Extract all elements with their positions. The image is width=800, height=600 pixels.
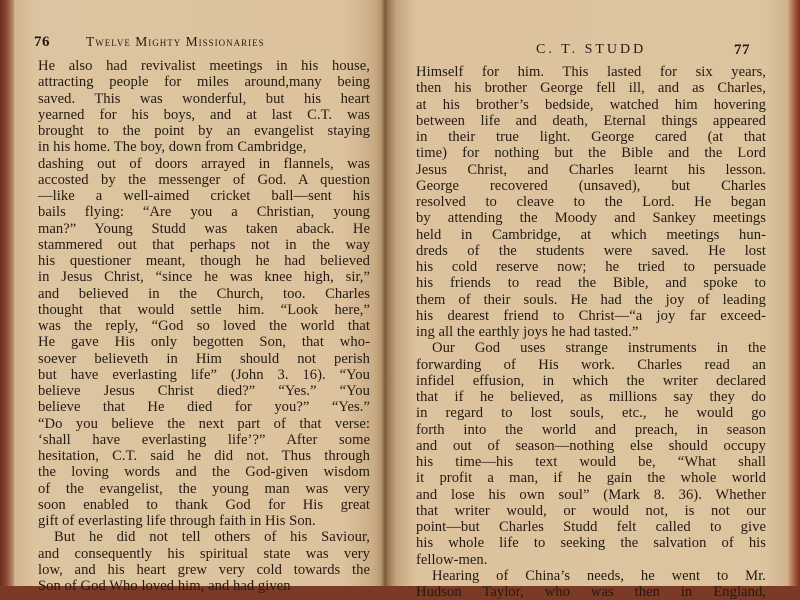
text-line: He gave His only begotten Son, that who- bbox=[38, 334, 370, 351]
text-line: Son of God Who loved him, and had given bbox=[38, 578, 291, 594]
text-line: in his home. The boy, down from Cambridge, bbox=[38, 139, 307, 156]
text-line: dashing out of doors arrayed in flannels, was bbox=[38, 155, 370, 172]
page-number-right: 77 bbox=[734, 42, 750, 58]
text-line: gift of everlasting life through faith in His Son. bbox=[38, 513, 316, 529]
text-line: soon enabled to thank God for His great bbox=[38, 496, 370, 513]
text-line: Jesus Christ, and Charles learnt his lesson. bbox=[416, 161, 766, 178]
text-line: low, and his heart grew very cold towards the bbox=[38, 561, 370, 578]
text-line: his cold reserve now; he tried to persuade bbox=[416, 259, 766, 275]
text-line: saved. This was wonderful, but his heart bbox=[38, 90, 370, 107]
text-line: the loving words and the God-given wisdom bbox=[38, 464, 370, 481]
text-line: soever believeth in Him should not perish bbox=[38, 350, 370, 367]
text-line: “Do you believe the next part of that verse: bbox=[38, 415, 370, 432]
text-line: his time—his text would be, “What shall bbox=[416, 454, 766, 470]
text-line: —like a well-aimed cricket ball—sent his bbox=[38, 188, 370, 204]
text-line: and believed in the Church, too. Charles bbox=[38, 285, 370, 302]
text-line: Hearing of China’s needs, he went to Mr. bbox=[432, 567, 766, 584]
text-line: time) for nothing but the Bible and the Lord bbox=[416, 145, 766, 162]
text-line: hesitation, C.T. said he did not. Thus through bbox=[38, 448, 370, 464]
text-line: Himself for him. This lasted for six years, bbox=[416, 64, 766, 80]
left-page bbox=[14, 0, 386, 594]
text-line: at his brother’s bedside, watched him hovering bbox=[416, 96, 766, 113]
text-line: that writer would, or would not, is not our bbox=[416, 502, 766, 519]
text-line: his friends to read the Bible, and spoke to bbox=[416, 275, 766, 292]
text-line: thought that would settle him. “Look here,” bbox=[38, 301, 370, 318]
text-line: George recovered (unsaved), but Charles bbox=[416, 177, 766, 194]
text-line: forth into the world and preach, in season bbox=[416, 421, 766, 438]
text-line: ‘shall have everlasting life’?” After some bbox=[38, 431, 370, 448]
text-line: and lose his own soul” (Mark 8. 36). Whether bbox=[416, 486, 766, 503]
text-line: brought to the point by an evangelist staying bbox=[38, 123, 370, 139]
right-page-text bbox=[416, 64, 766, 600]
text-line: held in Cambridge, at which meetings hun- bbox=[416, 226, 766, 243]
text-line: stammered out that perhaps not in the way bbox=[38, 236, 370, 253]
text-line: in regard to lost souls, etc., he would go bbox=[416, 405, 766, 422]
text-line: then his brother George fell ill, and as Charles, bbox=[416, 80, 766, 97]
text-line: attracting people for miles around,many being bbox=[38, 74, 370, 91]
text-line: and out of season—nothing else should occupy bbox=[416, 437, 766, 454]
left-page-text bbox=[38, 58, 370, 594]
text-line: his questioner meant, though he had believed bbox=[38, 253, 370, 269]
text-line: man?” Young Studd was taken aback. He bbox=[38, 220, 370, 237]
page-number-left: 76 bbox=[34, 34, 50, 50]
text-line: ing all the earthly joys he had tasted.” bbox=[416, 324, 639, 340]
text-line: believe that He died for you?” “Yes.” bbox=[38, 399, 370, 416]
text-line: them of their souls. He had the joy of leading bbox=[416, 291, 766, 308]
text-line: was the reply, “God so loved the world that bbox=[38, 318, 370, 334]
text-line: in their true light. George cared (at that bbox=[416, 129, 766, 145]
text-line: that if he believed, as millions say they do bbox=[416, 389, 766, 405]
text-line: He also had revivalist meetings in his house, bbox=[38, 58, 370, 74]
text-line: yearned for his boys, and at last C.T. was bbox=[38, 106, 370, 123]
text-line: in Jesus Christ, “since he was knee high, sir,” bbox=[38, 269, 370, 286]
text-line: infidel effusion, in which the writer declared bbox=[416, 372, 766, 389]
text-line: believe Jesus Christ died?” “Yes.” “You bbox=[38, 383, 370, 399]
text-line: by attending the Moody and Sankey meetings bbox=[416, 210, 766, 227]
text-line: accosted by the messenger of God. A question bbox=[38, 171, 370, 188]
text-line: bails flying: “Are you a Christian, young bbox=[38, 204, 370, 221]
text-line: between life and death, Eternal things appeared bbox=[416, 112, 766, 129]
text-line: his dearest friend to Christ—“a joy far exceed- bbox=[416, 307, 766, 324]
running-head-left: Twelve Mighty Missionaries bbox=[86, 34, 265, 49]
text-line: but have everlasting life” (John 3. 16). “You bbox=[38, 366, 370, 383]
text-line: and consequently his spiritual state was very bbox=[38, 545, 370, 562]
text-line: point—but Charles Studd felt called to give bbox=[416, 519, 766, 535]
running-head-right: C. T. STUDD bbox=[536, 42, 647, 57]
text-line: resolved to cleave to the Lord. He began bbox=[416, 194, 766, 210]
text-line: fellow-men. bbox=[416, 551, 488, 568]
text-line: Hudson Taylor, who was then in England, bbox=[416, 584, 766, 600]
text-line: But he did not tell others of his Saviour, bbox=[54, 529, 370, 546]
text-line: of the evangelist, the young man was very bbox=[38, 480, 370, 497]
text-line: Our God uses strange instruments in the bbox=[432, 340, 766, 357]
text-line: forwarding of His work. Charles read an bbox=[416, 356, 766, 373]
right-page bbox=[386, 0, 786, 600]
text-line: his whole life to seeking the salvation of his bbox=[416, 535, 766, 552]
text-line: it profit a man, if he gain the whole world bbox=[416, 470, 766, 487]
page-edges bbox=[786, 0, 800, 586]
text-line: dreds of the students were saved. He lost bbox=[416, 242, 766, 259]
